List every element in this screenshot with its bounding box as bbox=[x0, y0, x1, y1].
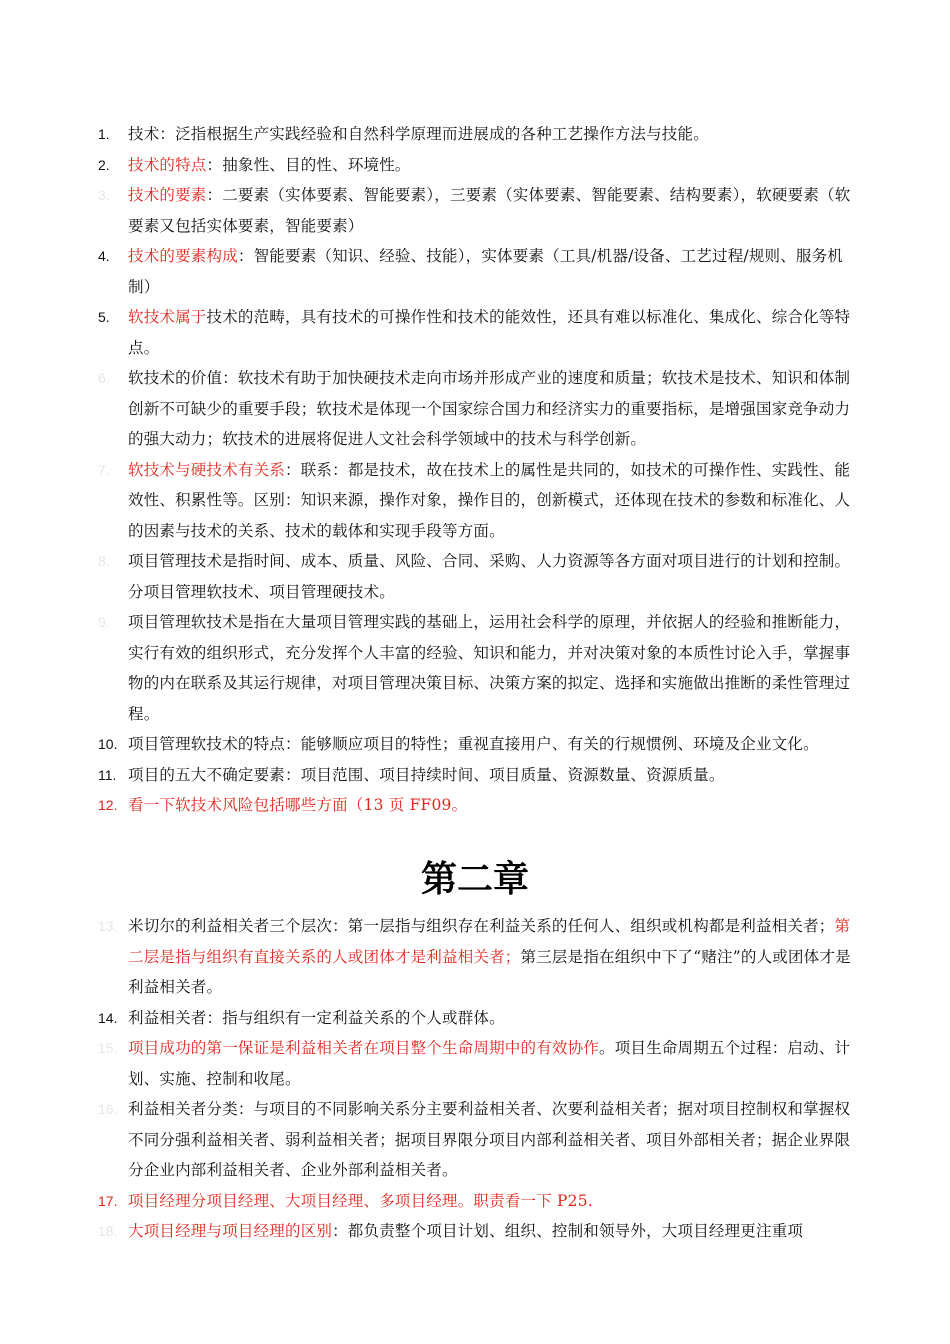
list-item-number: 6. bbox=[98, 370, 110, 386]
list-item bbox=[98, 180, 860, 241]
highlighted-text: 看一下软技术风险包括哪些方面（13 页 FF09。 bbox=[128, 796, 468, 814]
list-item-number: 17. bbox=[98, 1192, 118, 1209]
body-text: ：联系：都是技术，故在技术上的属性是共同的，如技术的可操作性、实践性、能效性、积累性等。区别：知识来源，操作对象，操作目的，创新模式，还体现在技术的参数和标准化、人的因素与技术的关系、技术的载体和实现手段等方面。 bbox=[128, 460, 851, 540]
list-item bbox=[98, 302, 860, 363]
list-item bbox=[98, 241, 860, 302]
body-text: ：抽象性、目的性、环境性。 bbox=[206, 155, 411, 174]
list-item-text bbox=[128, 1100, 850, 1179]
list-item-text bbox=[128, 1039, 850, 1088]
body-text: 项目管理软技术的特点：能够顺应项目的特性；重视直接用户、有关的行规惯例、环境及企业文化。 bbox=[128, 735, 819, 753]
list-item-number: 3. bbox=[98, 187, 110, 203]
list-item-number: 18. bbox=[98, 1223, 118, 1239]
list-item-number: 10. bbox=[98, 736, 118, 752]
body-text: 项目的五大不确定要素：项目范围、项目持续时间、项目质量、资源数量、资源质量。 bbox=[128, 765, 725, 784]
list-item bbox=[98, 1003, 860, 1034]
body-text: 软技术的价值：软技术有助于加快硬技术走向市场并形成产业的速度和质量；软技术是技术、知识和体制创新不可缺少的重要手段；软技术是体现一个国家综合国力和经济实力的重要指标，是增强国家竞争动力的强大动力；软技术的进展将促进人文社会科学领域中的技术与科学创新。 bbox=[128, 369, 851, 448]
body-text: 米切尔的利益相关者三个层次：第一层指与组织存在利益关系的任何人、组织或机构都是利益相关者； bbox=[128, 917, 835, 935]
list-item bbox=[98, 911, 860, 1003]
numbered-list-chapter-two bbox=[98, 911, 860, 1247]
body-text: 项目管理技术是指时间、成本、质量、风险、合同、采购、人力资源等各方面对项目进行的计划和控制。分项目管理软技术、项目管理硬技术。 bbox=[128, 552, 851, 601]
highlighted-text: 第二层是指与组织有直接关系的人或团体才是利益相关者； bbox=[128, 917, 851, 966]
list-item bbox=[98, 1186, 860, 1217]
body-text: 技术：泛指根据生产实践经验和自然科学原理而进展成的各种工艺操作方法与技能。 bbox=[128, 125, 709, 143]
list-item-number: 4. bbox=[98, 248, 110, 264]
list-item-number: 15. bbox=[98, 1040, 118, 1056]
list-item-text bbox=[128, 796, 467, 814]
highlighted-text: 软技术与硬技术有关系 bbox=[128, 460, 286, 479]
list-item-number: 5. bbox=[98, 309, 110, 325]
body-text: 利益相关者：指与组织有一定利益关系的个人或群体。 bbox=[128, 1008, 505, 1027]
list-item-text bbox=[128, 1192, 593, 1210]
highlighted-text: 技术的要素 bbox=[128, 186, 207, 204]
list-item-text bbox=[128, 1222, 803, 1240]
list-item-number: 8. bbox=[98, 553, 110, 569]
list-item-number: 11. bbox=[98, 766, 117, 783]
list-item bbox=[98, 607, 860, 729]
list-item bbox=[98, 363, 860, 455]
list-item bbox=[98, 790, 860, 821]
body-text: 第三层是指在组织中下了“赌注”的人或团体才是利益相关者。 bbox=[128, 947, 851, 996]
list-item-text bbox=[128, 766, 725, 784]
list-item bbox=[98, 760, 860, 791]
list-item-text bbox=[128, 308, 850, 357]
list-item-text bbox=[128, 917, 851, 996]
list-item-number: 13. bbox=[98, 918, 118, 934]
numbered-list-chapter-one bbox=[98, 119, 860, 821]
list-item-number: 14. bbox=[98, 1009, 118, 1026]
list-item-text bbox=[128, 461, 850, 540]
list-item-text bbox=[128, 613, 850, 723]
highlighted-text: 大项目经理与项目经理的区别 bbox=[128, 1222, 333, 1240]
list-item-number: 2. bbox=[98, 156, 110, 173]
list-item bbox=[98, 150, 860, 181]
body-text: ：都负责整个项目计划、组织、控制和领导外，大项目经理更注重项 bbox=[332, 1222, 804, 1240]
list-item-text bbox=[128, 247, 843, 296]
list-item-number: 1. bbox=[98, 126, 110, 142]
body-text: 技术的范畴，具有技术的可操作性和技术的能效性，还具有难以标准化、集成化、综合化等特点。 bbox=[128, 308, 851, 357]
body-text: 利益相关者分类：与项目的不同影响关系分主要利益相关者、次要利益相关者；据对项目控制权和掌握权不同分强利益相关者、弱利益相关者；据项目界限分项目内部利益相关者、项目外部相关者；据企业界限分企业内部利益相关者、企业外部利益相关者。 bbox=[128, 1100, 851, 1179]
body-text: 。项目生命周期五个过程：启动、计划、实施、控制和收尾。 bbox=[128, 1039, 851, 1088]
body-text: 项目管理软技术是指在大量项目管理实践的基础上，运用社会科学的原理，并依据人的经验和推断能力，实行有效的组织形式，充分发挥个人丰富的经验、知识和能力，并对决策对象的本质性讨论入手，掌握事物的内在联系及其运行规律，对项目管理决策目标、决策方案的拟定、选择和实施做出推断的柔性管理过程。 bbox=[128, 613, 851, 723]
highlighted-text: 项目经理分项目经理、大项目经理、多项目经理。职责看一下 P25. bbox=[128, 1191, 593, 1210]
list-item bbox=[98, 1216, 860, 1247]
list-item-text bbox=[128, 125, 709, 143]
list-item bbox=[98, 455, 860, 547]
list-item-number: 7. bbox=[98, 461, 110, 478]
list-item bbox=[98, 729, 860, 760]
list-item bbox=[98, 1094, 860, 1186]
list-item-number: 12. bbox=[98, 797, 118, 813]
highlighted-text: 技术的特点 bbox=[128, 155, 207, 174]
list-item-text bbox=[128, 552, 850, 601]
list-item-text bbox=[128, 156, 411, 174]
highlighted-text: 技术的要素构成 bbox=[128, 247, 238, 265]
list-item-text bbox=[128, 735, 819, 753]
highlighted-text: 项目成功的第一保证是利益相关者在项目整个生命周期中的有效协作 bbox=[128, 1039, 600, 1057]
list-item-number: 9. bbox=[98, 614, 110, 630]
list-item-number: 16. bbox=[98, 1101, 118, 1117]
list-item bbox=[98, 546, 860, 607]
chapter-heading: 第二章 bbox=[420, 858, 529, 900]
body-text: ：智能要素（知识、经验、技能），实体要素（工具/机器/设备、工艺过程/规则、服务机制） bbox=[128, 247, 844, 296]
highlighted-text: 软技术属于 bbox=[128, 308, 207, 326]
list-item bbox=[98, 1033, 860, 1094]
body-text: ：二要素（实体要素、智能要素），三要素（实体要素、智能要素、结构要素），软硬要素（软要素又包括实体要素，智能要素） bbox=[128, 186, 851, 235]
list-item bbox=[98, 119, 860, 150]
list-item-text bbox=[128, 186, 850, 235]
list-item-text bbox=[128, 1009, 505, 1027]
list-item-text bbox=[128, 369, 850, 448]
